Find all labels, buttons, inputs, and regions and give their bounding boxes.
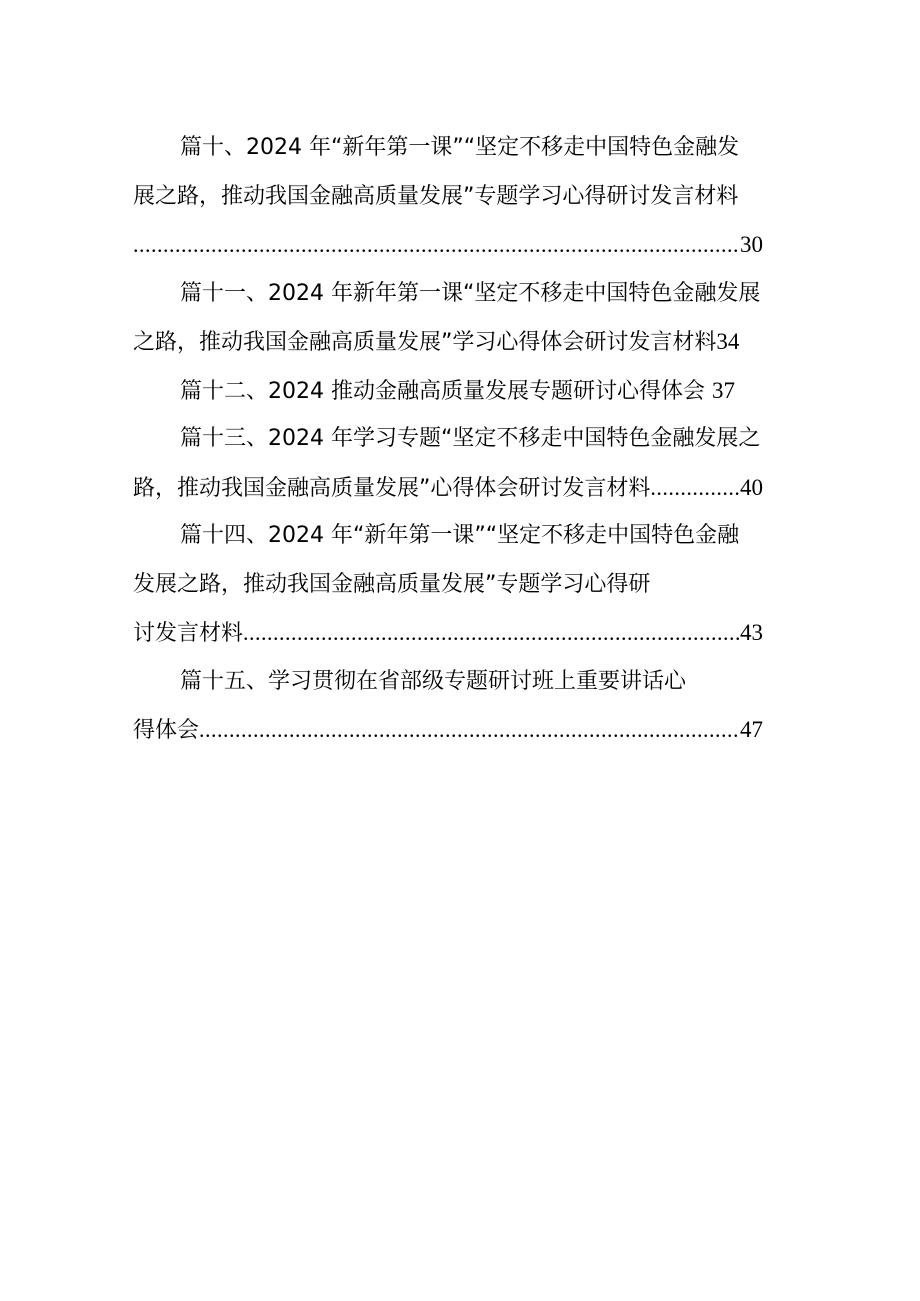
toc-entry-11-line-1[interactable]: 篇十一、2024 年新年第一课“坚定不移走中国特色金融发展: [180, 280, 761, 306]
toc-entry-14-line-2[interactable]: 发展之路，推动我国金融高质量发展”专题学习心得研: [133, 571, 651, 597]
toc-entry-12-text: 篇十二、2024 推动金融高质量发展专题研讨心得体会: [180, 378, 712, 404]
dot-leader: [650, 464, 740, 513]
toc-entry-13-line-1[interactable]: 篇十三、2024 年学习专题“坚定不移走中国特色金融发展之: [180, 426, 761, 451]
toc-entry-11-line-2[interactable]: [133, 318, 803, 367]
toc-entry-15-tail: 得体会: [133, 718, 200, 743]
toc-entry-15-page-number: 47: [740, 717, 763, 742]
toc-entry-10-line-1[interactable]: 篇十、2024 年“新年第一课”“坚定不移走中国特色金融发: [180, 135, 740, 160]
toc-entry-12-page-number: 37: [711, 377, 735, 403]
toc-entry-12-line-1[interactable]: [133, 367, 803, 416]
dot-leader: [243, 609, 740, 658]
toc-entry-15-line-1[interactable]: 篇十五、学习贯彻在省部级专题研讨班上重要讲话心: [180, 668, 687, 694]
dot-leader: [199, 706, 740, 755]
toc-entry-11-line-2-text: 之路，推动我国金融高质量发展”学习心得体会研讨发言材料: [133, 330, 717, 355]
table-of-contents: [133, 124, 803, 755]
toc-entry-13-leader-line[interactable]: [133, 464, 763, 513]
toc-entry-14-line-1[interactable]: 篇十四、2024 年“新年第一课”“坚定不移走中国特色金融: [180, 523, 740, 548]
toc-entry-14-tail: 讨发言材料: [133, 621, 244, 646]
toc-entry-13-tail: 路，推动我国金融高质量发展”心得体会研讨发言材料: [133, 475, 651, 501]
toc-entry-10-leader-line[interactable]: [133, 221, 763, 270]
toc-entry-10-line-2[interactable]: 展之路，推动我国金融高质量发展”专题学习心得研讨发言材料: [133, 183, 739, 209]
dot-leader: [133, 221, 740, 270]
toc-entry-10-page-number: 30: [740, 232, 763, 257]
toc-entry-13-page-number: 40: [740, 474, 763, 500]
toc-entry-14-page-number: 43: [740, 620, 763, 645]
toc-entry-11-page-number: 34: [716, 329, 740, 354]
toc-entry-15-leader-line[interactable]: [133, 706, 763, 755]
toc-entry-14-leader-line[interactable]: [133, 609, 763, 658]
